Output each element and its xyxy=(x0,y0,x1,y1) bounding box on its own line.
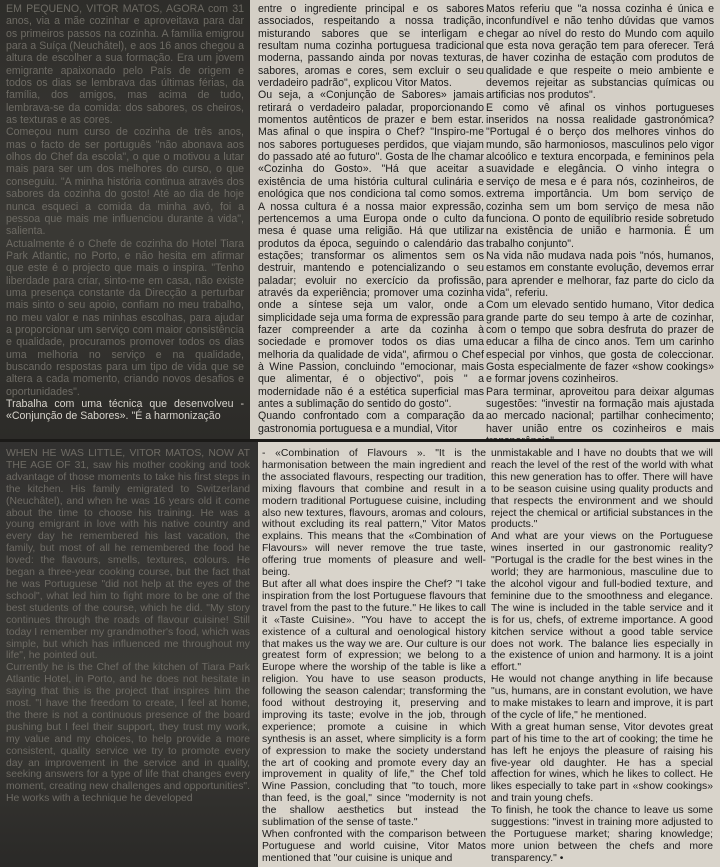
pt-col3-para-4: Com um elevado sentido humano, Vitor dedica grande parte do seu tempo à arte de cozinhar, com o tempo que sobra desfruta do prazer de educar a filha de cinco anos. Tem um carinho especial por vinhos, que gosta de coleccionar. Gosta especialmente de fazer «show cookings» e formar jovens cozinheiros. xyxy=(486,299,714,386)
pt-col2-para-2: Ou seja, a «Conjunção de Sabores» jamais retirará o verdadeiro paladar, proporcionando momentos autênticos de prazer e bem estar. Mas afinal o que inspira o Chef? "Inspiro-me nos sabores portugueses perdidos, que viajam do passado até ao futuro". Gosta de lhe chamar «Cozinha do Gosto». "Há que aceitar a existência de uma história cultural culinária e enológica que nos condiciona tal como somos. A nossa cultura é a nossa maior expressão, pertencemos a uma Europa onde o culto da mesa é quase uma religião. Há que utilizar produtos da época, seguindo o calendário das estações; transformar os alimentos sem os destruir, mantendo e potencializando o seu paladar; evoluir no exercício da profissão, através da experiência; promover uma cozinha onde a síntese seja um valor, onde a simplicidade seja uma forma de expressão para fazer compreender a arte da cozinha à sociedade e promover todos os dias uma melhoria da qualidade de vida", afirmou o Chef à Wine Passion, concluindo "emocionar, mais que alimentar, é o objectivo", pois " a modernidade não é a estética superficial mas antes a sublimação do sentido do gosto". xyxy=(258,89,484,410)
en-col3-para-5: To finish, he took the chance to leave us some suggestions: "invest in training more adjusted to the Portuguese market; sharing knowledge; more union between the chefs and more transparency." • xyxy=(491,805,713,864)
pt-col2-para-3: Quando confrontado com a comparação da gastronomia portuguesa e a mundial, Vitor xyxy=(258,410,484,435)
en-column-3 xyxy=(491,442,713,867)
en-col1-para-3: He works with a technique he developed xyxy=(6,793,193,805)
pt-col1-para-4: Trabalha com uma técnica que desenvolveu - «Conjunção de Sabores». "É a harmonização xyxy=(6,398,244,423)
en-col1-para-2: Currently he is the Chef of the kitchen of Tiara Park Atlantic Hotel, in Porto, and he does not hesitate in saying that this is the project that inspires him the most. "I have the freedom to create, I feel at home, the there is not a continuous presence of the board pushing but I feel their support, they trust my work, my value and my choices, to help provide a more consistent, quality service we try to promote every day an improvement in the service and in quality, seeking answers for a type of life that changes every moment, creating new challenges and opportunities". xyxy=(6,662,250,793)
pt-col1-para-2: Começou num curso de cozinha de três anos, mas o facto de ser português "não abonava aos olhos do Chef da escola", o que o motivou a lutar mais para ser um dos melhores do curso, o que conseguiu. "A minha história continua através dos sabores da cozinha do gosto! Até ao dia de hoje nunca esqueci a comida da minha avó, foi a pessoa que mais me influenciou durante a vida", salienta. xyxy=(6,126,244,238)
en-col3-para-1: unmistakable and I have no doubts that we will reach the level of the rest of the world with what this new generation has to offer. There will have to be season cuisine using quality products and that respects the environment and we should reject the chemical or artificial substances in the products." xyxy=(491,448,713,531)
en-col2-para-2: But after all what does inspire the Chef? "I take inspiration from the lost Portuguese flavours that travel from the past to the future." He likes to call it «Taste Cuisine». "You have to accept the existence of a cultural and oenological history that makes us the way we are. Our culture is our greatest form of expression; we belong to a Europe where the worship of the table is like a religion. You have to use season products, following the season calendar; transforming the food without destroying it, preserving and improving its taste; evolve in the job, through experience; promote a cuisine in which synthesis is an asset, where simplicity is a form of expression to make the society understand the art of cooking and promote every day an improvement in quality of life," the Chef told Wine Passion, concluding that "to touch, more than feed, is the goal," since "modernity is not the shallow aesthetics but instead the sublimation of the sense of taste." xyxy=(262,578,486,829)
pt-column-1 xyxy=(6,0,244,440)
pt-column-3 xyxy=(486,0,714,440)
pt-col1-para-3: Actualmente é o Chefe de cozinha do Hotel Tiara Park Atlantic, no Porto, e não hesita em afirmar que este é o projecto que mais o inspira. "Tenho liberdade para criar, sinto-me em casa, não existe uma presença constante da Direcção a perturbar mais sinto o seu apoio, confiam no meu trabalho, no meu valor e nas minhas escolhas, para ajudar a proporcionar um serviço com maior consistência e qualidade, procuramos promover todos os dias uma melhoria no serviço e na qualidade, buscando respostas para um tipo de vida que se altera a cada momento, criando novos desafios e oportunidades". xyxy=(6,237,244,398)
en-col3-para-2: And what are your views on the Portuguese wines inserted in our gastronomic reality? "Portugal is the cradle for the best wines in the world; they are harmonious, masculine due to the alcohol vigour and full-bodied texture, and feminine due to the smoothness and elegance. The wine is included in the table service and it is for us, chefs, of extreme importance. A good kitchen service without a good table service does not work. The balance lies especially in the existence of union and harmony. It is a joint effort." xyxy=(491,531,713,674)
pt-col3-para-2: E como vê afinal os vinhos portugueses inseridos na nossa realidade gastronómica? "Portugal é o berço dos melhores vinhos do mundo, são harmoniosos, masculinos pelo vigor alcoólico e textura encorpada, e femininos pela suavidade e elegância. O vinho integra o serviço de mesa e é para nós, cozinheiros, de extrema importância. Um bom serviço de cozinha sem um bom serviço de mesa não funciona. O ponto de equilíbrio reside sobretudo na existência de união e harmonia. É um trabalho conjunto". xyxy=(486,101,714,250)
en-col2-para-3: When confronted with the comparison between Portuguese and world cuisine, Vitor Matos mentioned that "our cuisine is unique and xyxy=(262,829,486,864)
pt-col1-para-1: EM PEQUENO, VITOR MATOS, AGORA com 31 anos, via a mãe cozinhar e aproveitava para dar os primeiros passos na cozinha. A família emigrou para a Suíça (Neuchâtel), e aos 16 anos chegou a altura de escolher a sua formação. Era um jovem emigrante apaixonado pelo País de origem e todos os dias se lembrava das últimas férias, da família, dos amigos, mas acima de tudo, lembrava-se da comida: dos sabores, os cheiros, as texturas e as cores. xyxy=(6,3,244,127)
en-column-2 xyxy=(262,442,486,867)
pt-col2-para-1: entre o ingrediente principal e os sabores associados, respeitando a nossa tradição, misturando sabores que se interligam e resultam numa cozinha portuguesa tradicional moderna, passando ainda por novas texturas, sabores, aromas e cores, sem excluir o seu verdadeiro padrão", explicou Vitor Matos. xyxy=(258,3,484,90)
en-column-1 xyxy=(6,442,250,867)
en-col3-para-4: With a great human sense, Vitor devotes great part of his time to the art of cooking; the time he has left he enjoys the pleasure of raising his five-year old daughter. He has a special affection for wines, which he likes to collect. He likes especially to take part in «show cookings» and train young chefs. xyxy=(491,721,713,805)
pt-col3-para-5: Para terminar, aproveitou para deixar algumas sugestões: "investir na formação mais ajustada ao mercado nacional; partilhar conhecimento; haver união entre os cozinheiros e mais xyxy=(486,385,714,435)
pt-col3-para-1: Matos referiu que "a nossa cozinha é única e inconfundível e não tenho dúvidas que vamos chegar ao nível do resto do Mundo com aquilo que esta nova geração tem para oferecer. Terá de haver cozinha de estação com produtos de qualidade e que respeite o meio ambiente e devemos rejeitar as substancias químicas ou artificias nos produtos". xyxy=(486,3,714,102)
pt-column-2 xyxy=(258,0,484,440)
pt-col3-para-3: Na vida não mudava nada pois "nós, humanos, estamos em constante evolução, devemos errar para aprender e melhorar, faz parte do ciclo da vida", referiu. xyxy=(486,249,714,299)
en-col2-para-1: - «Combination of Flavours ». "It is the harmonisation between the main ingredient and the associated flavours, respecting our tradition, mixing flavours that combine and result in a modern traditional Portuguese cuisine, including also new textures, flavours, aromas and colours, without excluding its real pattern," Vitor Matos explains. This means that the «Combination of Flavours» will never remove the true taste, offering true moments of pleasure and well-being. xyxy=(262,448,486,579)
en-col1-para-1: WHEN HE WAS LITTLE, VITOR MATOS, NOW AT THE AGE OF 31, saw his mother cooking and took advantage of those moments to take his first steps in the kitchen. His family emigrated to Switzerland (Neuchâtel), and when he was 16 years old it come about the time to choose his training. He was a young emigrant in love with his native country and every day he remembered his last vacation, the family, but most of all he remembered the food he loved: the flavours, smells, textures, colours. He began a three-year cooking course, but the fact that he was Portuguese "did not help at the eyes of the school", what led him to fight more to be one of the best students of the course, which he did. "My story continues through the roads of flavour cuisine! Still today I remember my grandmother's food, which was simple, but which has influenced me throughout my life", he pointed out. xyxy=(6,448,250,662)
english-section xyxy=(0,442,720,867)
en-col3-para-3: He would not change anything in life because "us, humans, are in constant evolution, we have to make mistakes to learn and improve, it is part of the cycle of life," he mentioned. xyxy=(491,674,713,721)
